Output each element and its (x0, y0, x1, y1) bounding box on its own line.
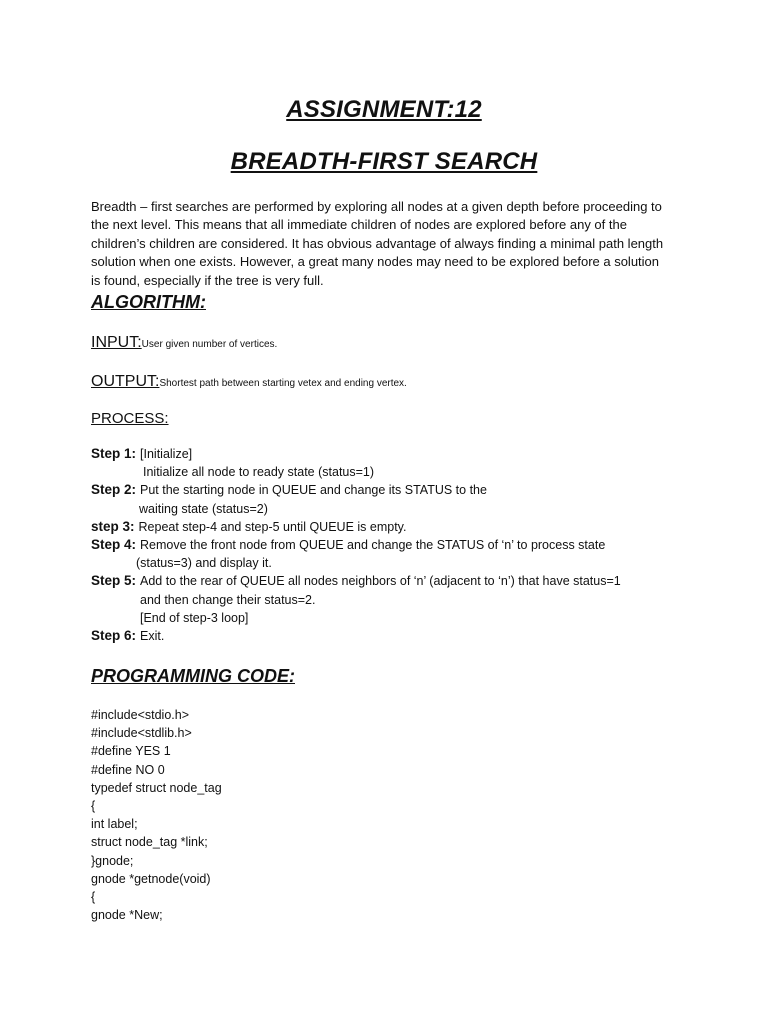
step-label: Step 1: (91, 446, 137, 461)
code-line: #define YES 1 (91, 744, 171, 759)
code-line: #define NO 0 (91, 762, 165, 777)
step-text: [Initialize] (140, 447, 193, 461)
step-continuation: Initialize all node to ready state (status=1) (143, 465, 375, 480)
step-label: step 3: (91, 518, 135, 534)
step-text: Exit. (140, 628, 165, 643)
code-line: typedef struct node_tag (91, 780, 222, 795)
step-row (91, 627, 691, 645)
output-line (91, 373, 407, 391)
step-row (91, 445, 691, 463)
input-label: INPUT: (91, 334, 142, 351)
step-text: Put the starting node in QUEUE and change its STATUS to the (140, 483, 487, 498)
topic-title: BREADTH-FIRST SEARCH (230, 148, 538, 175)
step-continuation: waiting state (status=2) (139, 501, 268, 516)
code-line: gnode *getnode(void) (91, 871, 211, 886)
output-label: OUTPUT: (91, 373, 160, 390)
step-label: Step 5: (91, 573, 137, 589)
code-block (91, 706, 222, 924)
assignment-title: ASSIGNMENT:12 (286, 96, 482, 123)
code-line: struct node_tag *link; (91, 835, 208, 850)
step-row (91, 518, 691, 536)
step-row (91, 536, 691, 554)
programming-code-heading: PROGRAMMING CODE: (91, 666, 295, 686)
step-label: Step 6: (91, 627, 137, 643)
algorithm-heading: ALGORITHM: (91, 292, 206, 312)
code-line: #include<stdlib.h> (91, 726, 192, 741)
step-label: Step 2: (91, 482, 137, 498)
step-text: Add to the rear of QUEUE all nodes neighbors of ‘n’ (adjacent to ‘n’) that have status=1 (140, 574, 621, 589)
code-line: #include<stdio.h> (91, 708, 189, 722)
algorithm-steps (91, 445, 691, 645)
code-line: { (91, 798, 96, 813)
process-line (91, 410, 169, 428)
step-continuation: (status=3) and display it. (136, 556, 272, 571)
input-text: User given number of vertices. (141, 339, 278, 350)
step-text: Remove the front node from QUEUE and change the STATUS of ‘n’ to process state (140, 537, 606, 552)
step-text: Repeat step-4 and step-5 until QUEUE is empty. (138, 519, 407, 534)
code-line: { (91, 889, 96, 904)
step-row (91, 481, 691, 499)
process-label: PROCESS: (91, 410, 169, 427)
step-continuation: and then change their status=2. (140, 592, 316, 607)
output-text: Shortest path between starting vetex and ending vertex. (159, 378, 407, 389)
step-row (91, 572, 691, 590)
input-line (91, 334, 277, 352)
intro-paragraph: Breadth – first searches are performed by exploring all nodes at a given depth before proceeding to the next level. This means that all immediate children of nodes are explored before any of the children’s children are considered. It has obvious advantage of always finding a minimal path length solution when one exists. However, a great many nodes may need to be explored before a solution is found, especially if the tree is very full. (91, 199, 664, 288)
step-continuation: [End of step-3 loop] (140, 610, 249, 625)
code-line: gnode *New; (91, 908, 163, 923)
step-label: Step 4: (91, 536, 137, 552)
code-line: int label; (91, 817, 138, 832)
code-line: }gnode; (91, 853, 134, 868)
